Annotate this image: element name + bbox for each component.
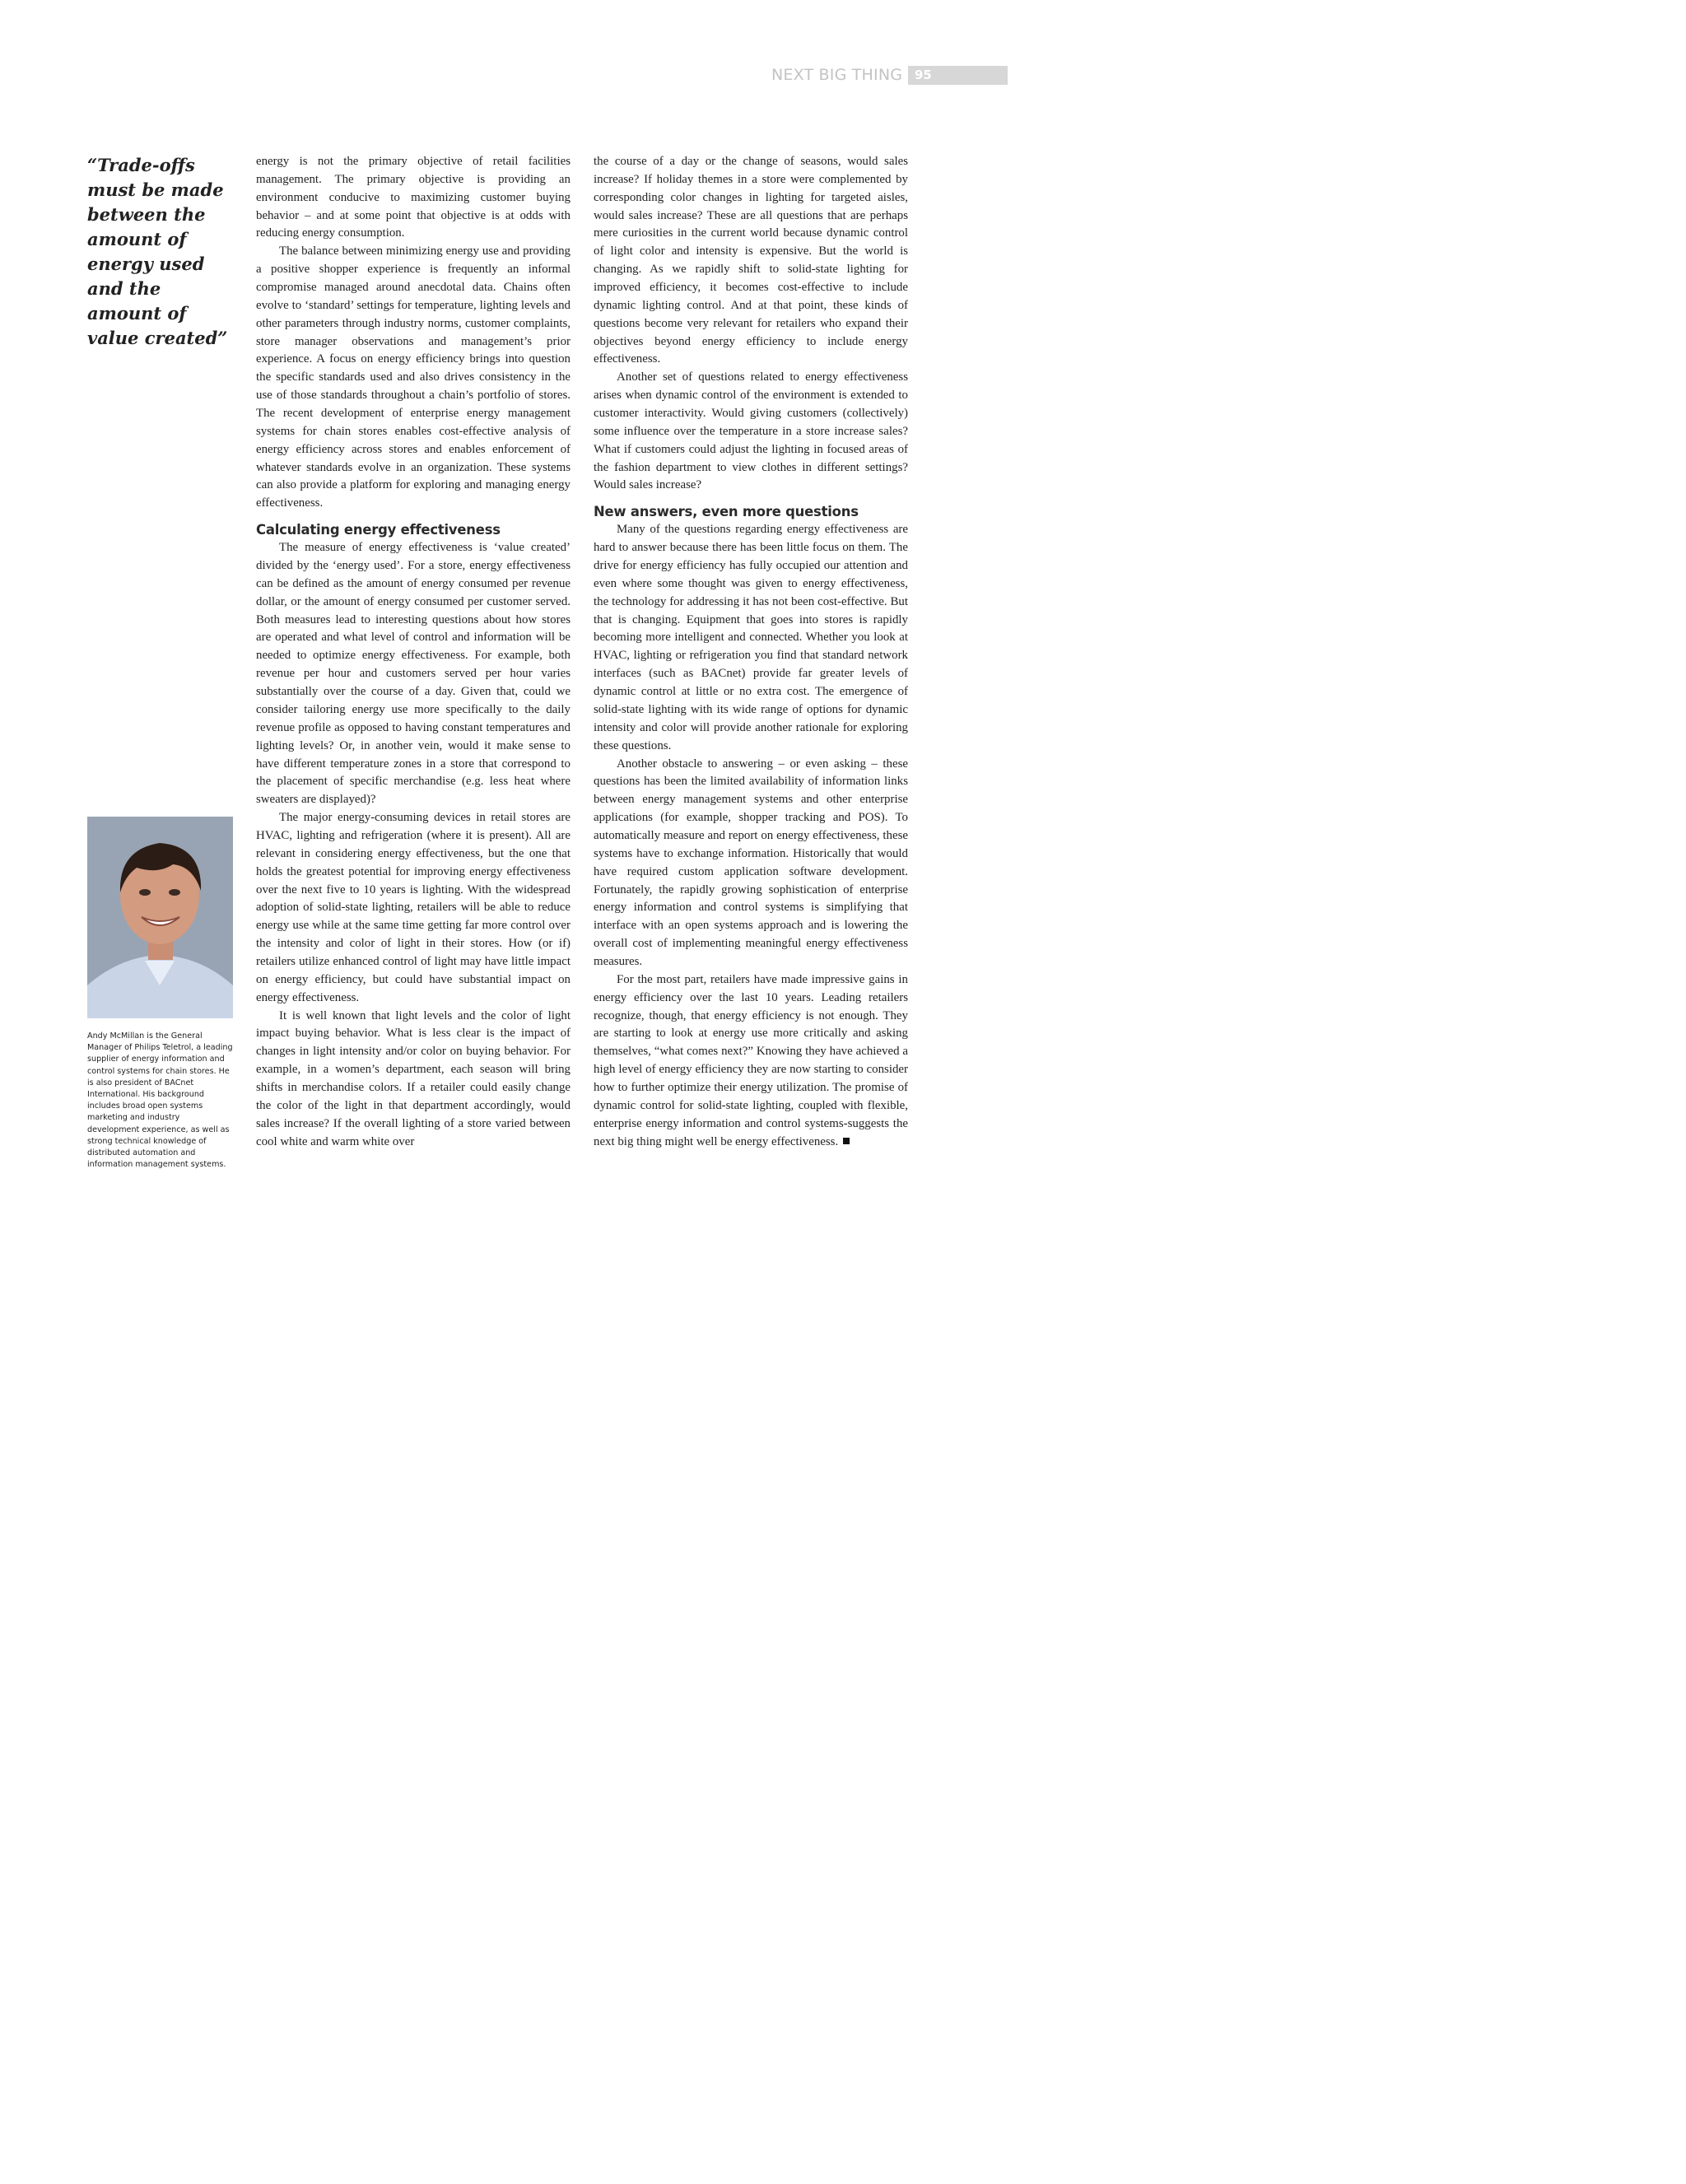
pull-quote: “Trade-offs must be made between the amount of energy used and the amount of value created” [87, 155, 228, 348]
paragraph-10-text: For the most part, retailers have made impressive gains in energy efficiency over the last 10 years. Leading retailers recognize, though, that energy efficiency is not enough. They are starting to look at energy use more critically and asking themselves, “what comes next?” Knowing they have achieved a high level of energy efficiency they are now starting to consider how to further optimize their energy utilization. The promise of dynamic control for solid-state lighting, coupled with flexible, enterprise energy information and control systems-suggests the next big thing might well be energy effectiveness. [594, 972, 908, 1148]
paragraph-6: the course of a day or the change of seasons, would sales increase? If holiday themes in a store were complemented by corresponding color changes in lighting for targeted aisles, would sales increase? These are all questions that are perhaps mere curiosities in the current world because dynamic control of light color and intensity is expensive. But the world is changing. As we rapidly shift to solid-state lighting for improved efficiency, it becomes cost-effective to include dynamic lighting control. And at that point, these kinds of questions become very relevant for retailers who expand their objectives beyond energy efficiency to include energy effectiveness. [594, 155, 908, 366]
paragraph-9: Another obstacle to answering – or even asking – these questions has been the limited availability of information links between energy management systems and other enterprise applications (for example, shopper tracking and POS). To automatically measure and report on energy effectiveness, these systems have to exchange information. Historically that would have required custom application software development. Fortunately, the rapidly growing sophistication of enterprise energy information and control systems is simplifying that interface with an open systems approach and is lowering the overall cost of implementing meaningful energy effectiveness measures. [594, 757, 908, 968]
magazine-page [0, 0, 1008, 1304]
article-column-right [594, 153, 908, 1151]
end-of-article-mark [843, 1138, 850, 1144]
paragraph-8: Many of the questions regarding energy effectiveness are hard to answer because there has been little focus on them. The drive for energy efficiency has fully occupied our attention and even where some thought was given to energy effectiveness, the technology for addressing it has not been cost-effective. But that is changing. Equipment that goes into stores is rapidly becoming more intelligent and connected. Whether you look at HVAC, lighting or refrigeration you find that standard network interfaces (such as BACnet) provide far greater levels of dynamic control at little or no extra cost. The emergence of solid-state lighting with its wide range of options for dynamic intensity and color will provide another rationale for exploring these questions. [594, 523, 908, 752]
author-portrait-illustration [87, 817, 233, 1018]
author-portrait [87, 817, 233, 1018]
page-number-block [908, 66, 1008, 85]
paragraph-5: It is well known that light levels and the color of light impact buying behavior. What is less clear is the impact of changes in light intensity and/or color on buying behavior. For example, in a women’s department, each season will bring shifts in merchandise colors. If a retailer could easily change the color of the light in that department accordingly, would sales increase? If the overall lighting of a store varied between cool white and warm white over [256, 1008, 571, 1148]
section-label: NEXT BIG THING [771, 66, 903, 84]
paragraph-7: Another set of questions related to energy effectiveness arises when dynamic control of the environment is extended to customer interactivity. Would giving customers (collectively) some influence over the temperature in a store increase sales? What if customers could adjust the lighting in focused areas of the fashion department to view clothes in different settings? Would sales increase? [594, 370, 908, 492]
article-column-middle [256, 153, 571, 1151]
paragraph-10 [594, 971, 908, 1152]
paragraph-3: The measure of energy effectiveness is ‘value created’ divided by the ‘energy used’. For a store, energy effectiveness can be defined as the amount of energy consumed per revenue dollar, or the amount of energy consumed per customer served. Both measures lead to interesting questions about how stores are operated and what level of control and information will be needed to optimize energy effectiveness. For example, both revenue per hour and customers served per hour varies substantially over the course of a day. Given that, could we consider tailoring energy use more specifically to the daily revenue profile as opposed to having constant temperatures and lighting levels? Or, in another vein, would it make sense to have different temperature zones in a store that correspond to the placement of specific merchandise (e.g. less heat where sweaters are displayed)? [256, 541, 571, 807]
paragraph-4: The major energy-consuming devices in retail stores are HVAC, lighting and refrigeration (where it is present). All are relevant in considering energy effectiveness, but the one that holds the greatest potential for improving energy effectiveness over the next five to 10 years is lighting. With the widespread adoption of solid-state lighting, retailers will be able to reduce energy use while at the same time getting far more control over the intensity and color of light in their stores. How (or if) retailers utilize enhanced control of light may have little impact on energy efficiency, but could have substantial impact on energy effectiveness. [256, 811, 571, 1004]
author-bio: Andy McMillan is the General Manager of Philips Teletrol, a leading supplier of energy information and control systems for chain stores. He is also president of BACnet International. His background includes broad open systems marketing and industry development experience, as well as strong technical knowledge of distributed automation and information management systems. [87, 1031, 233, 1170]
paragraph-1: energy is not the primary objective of retail facilities management. The primary objective is providing an environment conducive to maximizing customer buying behavior – and at some point that objective is at odds with reducing energy consumption. [256, 155, 571, 240]
heading-new-answers: New answers, even more questions [594, 504, 859, 520]
heading-calculating-energy-effectiveness: Calculating energy effectiveness [256, 522, 501, 538]
paragraph-2: The balance between minimizing energy use and providing a positive shopper experience is frequently an informal compromise managed around anecdotal data. Chains often evolve to ‘standard’ settings for temperature, lighting levels and other parameters through industry norms, customer complaints, store manager observations and management’s prior experience. A focus on energy efficiency brings into question the specific standards used and also drives consistency in the use of those standards throughout a chain’s portfolio of stores. The recent development of enterprise energy management systems for chain stores enables cost-effective analysis of energy efficiency across stores and enables enforcement of whatever standards evolve in an organization. These systems can also provide a platform for exploring and managing energy effectiveness. [256, 244, 571, 510]
page-number: 95 [915, 68, 932, 82]
